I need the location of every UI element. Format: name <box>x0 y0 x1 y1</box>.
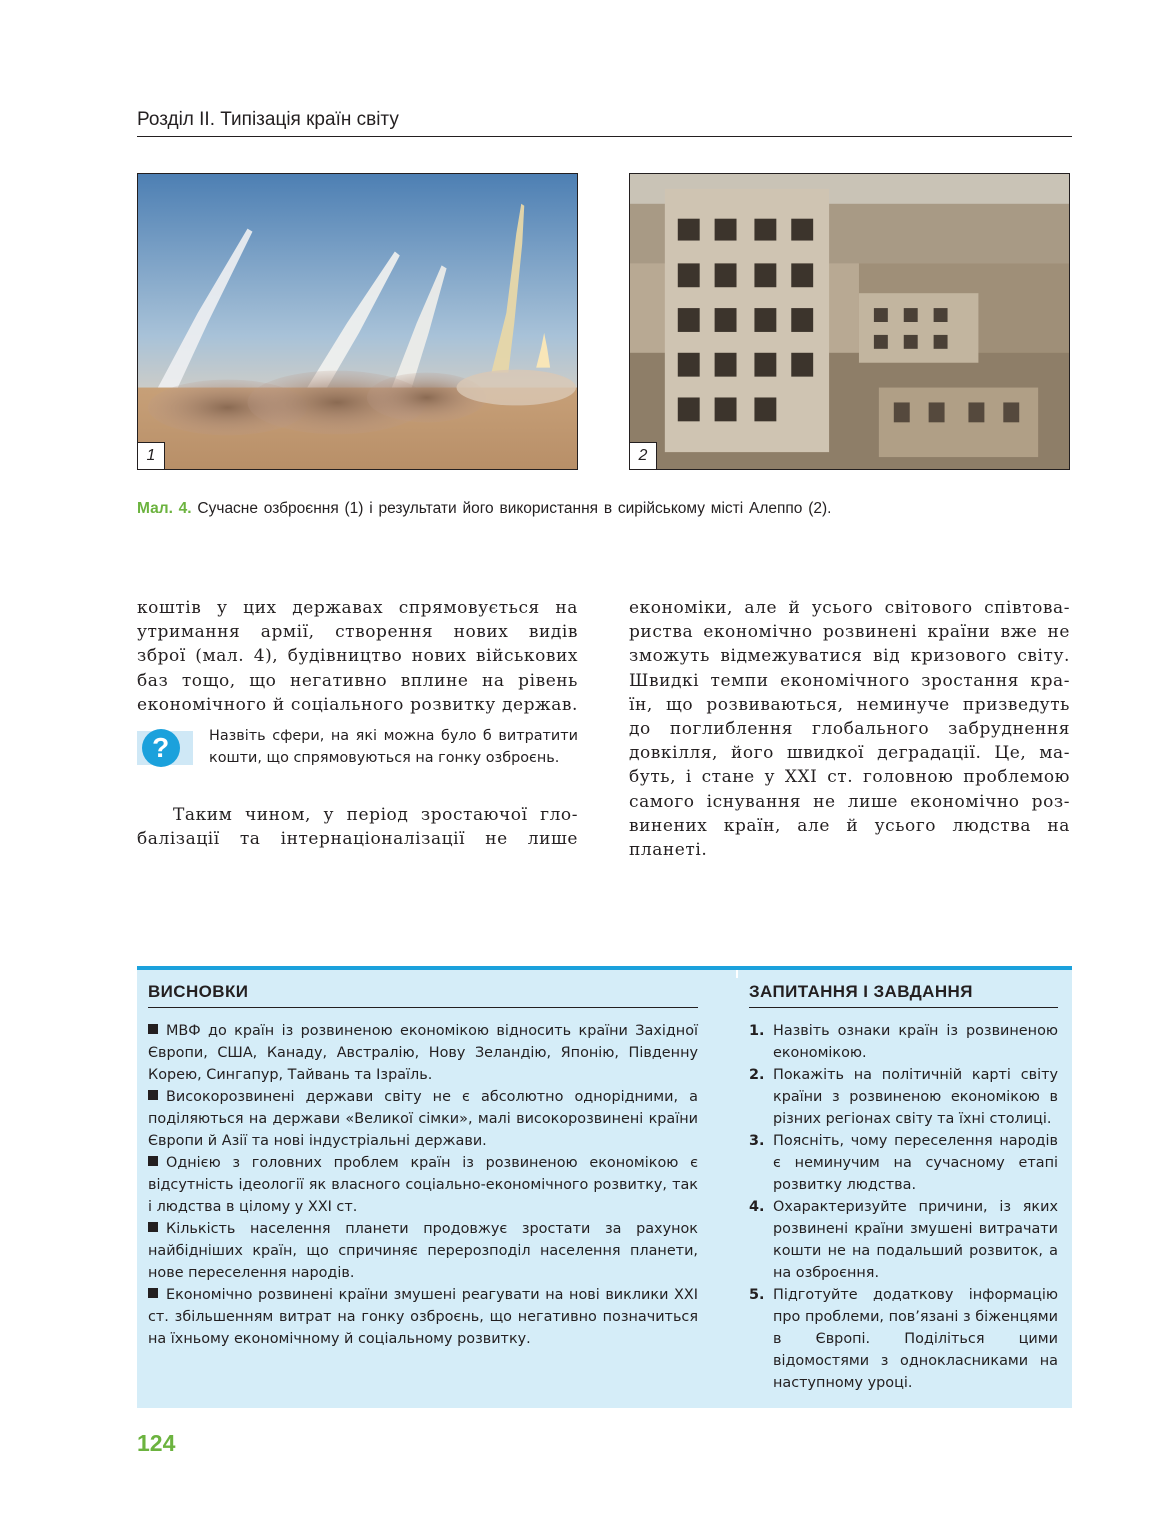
conclusion-item: МВФ до країн із розвиненою економікою відносить країни Західної Європи, США, Канаду, Австралію, Нову Зеландію, Японію, Південну Корею, Сингапур, Тайвань та Ізраїль. <box>148 1023 698 1083</box>
question-item: 1. Назвіть ознаки країн із розвиненою економікою. <box>749 1023 1058 1061</box>
photo-number-2: 2 <box>630 442 657 469</box>
paragraph-1 <box>137 596 578 717</box>
paragraph-3 <box>629 596 1070 862</box>
question-item: 4. Охарактеризуйте причини, із яких розвинені країни змушені витрачати кошти не на подальший розвиток, а на озброєння. <box>749 1199 1058 1281</box>
text-line: самого існування не лише економічно роз- <box>629 791 1070 812</box>
questions-list <box>749 1020 1058 1394</box>
aleppo-ruins-photo <box>629 173 1070 470</box>
bullet-square-icon <box>148 1090 158 1100</box>
left-text-column <box>137 596 578 851</box>
question-text: Назвіть сфери, на які можна було б витратити кошти, що спрямовуються на гонку озброєнь. <box>209 728 578 767</box>
text-line: риства економічно розвинені країни вже не <box>629 622 1070 643</box>
text-line: зможуть відмежуватися від кризового світу. <box>629 646 1070 667</box>
missile-launch-image <box>138 174 577 469</box>
questions-title: ЗАПИТАННЯ І ЗАВДАННЯ <box>749 977 1058 1008</box>
text-line: їн, що розвиваються, неминуче призведуть <box>629 694 1070 715</box>
question-item: 2. Покажіть на політичній карті світу країни з розвиненою економікою в різних регіонах світу та їхні столиці. <box>749 1067 1058 1127</box>
question-mark-icon <box>137 727 193 769</box>
bullet-square-icon <box>148 1288 158 1298</box>
summary-box <box>137 966 1072 1408</box>
bullet-square-icon <box>148 1222 158 1232</box>
aleppo-ruins-image <box>630 174 1069 469</box>
conclusion-item: Високорозвинені держави світу не є абсолютно однорідними, а поділяються на держави «Великої сімки», малі високорозвинені країни Європи й Азії та нові індустріальні держави. <box>148 1089 698 1149</box>
text-line: довкілля, його швидкої деградації. Це, ма- <box>629 743 1070 764</box>
text-line: балізації та інтернаціоналізації не лише <box>137 829 578 850</box>
figure-caption <box>137 499 1072 519</box>
text-line: до поглиблення глобального забруднення <box>629 719 1070 740</box>
bullet-square-icon <box>148 1024 158 1034</box>
paragraph-2 <box>137 803 578 851</box>
text-line: Таким чином, у період зростаючої гло- <box>173 805 578 826</box>
text-line: економічного й соціального розвитку держав. <box>137 694 578 715</box>
text-line: утримання армії, створення нових видів <box>137 622 578 643</box>
svg-text:?: ? <box>152 732 170 764</box>
photo-number-1: 1 <box>138 442 165 469</box>
text-line: буть, і стане у XXI ст. головною проблемою <box>629 767 1070 788</box>
missile-launch-photo <box>137 173 578 470</box>
right-text-column <box>629 596 1070 862</box>
text-line: Швидкі темпи економічного зростання кра- <box>629 670 1070 691</box>
question-box <box>137 725 578 789</box>
figure-label: Мал. 4. <box>137 500 192 517</box>
bullet-square-icon <box>148 1156 158 1166</box>
text-line: винених країн, але й усього людства на <box>629 815 1070 836</box>
section-divider <box>736 970 738 978</box>
conclusion-item: Економічно розвинені країни змушені реагувати на нові виклики XXI ст. збільшенням витрат на гонку озброєнь, що негативно позначиться на їхньому економічному й соціальному розвитку. <box>148 1287 698 1347</box>
page-number: 124 <box>137 1430 176 1456</box>
question-item: 3. Поясніть, чому переселення народів є неминучим на сучасному етапі розвитку людства. <box>749 1133 1058 1193</box>
text-line: баз тощо, що негативно вплине на рівень <box>137 670 578 691</box>
conclusion-item: Однією з головних проблем країн із розвиненою економікою є відсутність ідеології як власного соціально-економічного розвитку, так і людства в цілому у XXI ст. <box>148 1155 698 1215</box>
conclusions-list <box>148 1020 698 1350</box>
conclusion-item: Кількість населення планети продовжує зростати за рахунок найбідніших країн, що спричиняє перерозподіл населення планети, нове переселення народів. <box>148 1221 698 1281</box>
conclusions-title: ВИСНОВКИ <box>148 977 698 1008</box>
running-header: Розділ ІІ. Типізація країн світу <box>137 108 1072 137</box>
text-line: планеті. <box>629 840 708 861</box>
figure-caption-text: Сучасне озброєння (1) і результати його використання в сирійському місті Алеппо (2). <box>197 500 832 517</box>
question-item: 5. Підготуйте додаткову інформацію про проблеми, пов’язані з біженцями в Європі. Поділіться цими відомостями з однокласниками на наступному уроці. <box>749 1287 1058 1391</box>
text-line: економіки, але й усього світового співтова- <box>629 598 1070 618</box>
text-line: коштів у цих державах спрямовується на <box>137 598 578 618</box>
text-line: зброї (мал. 4), будівництво нових військових <box>137 646 578 667</box>
